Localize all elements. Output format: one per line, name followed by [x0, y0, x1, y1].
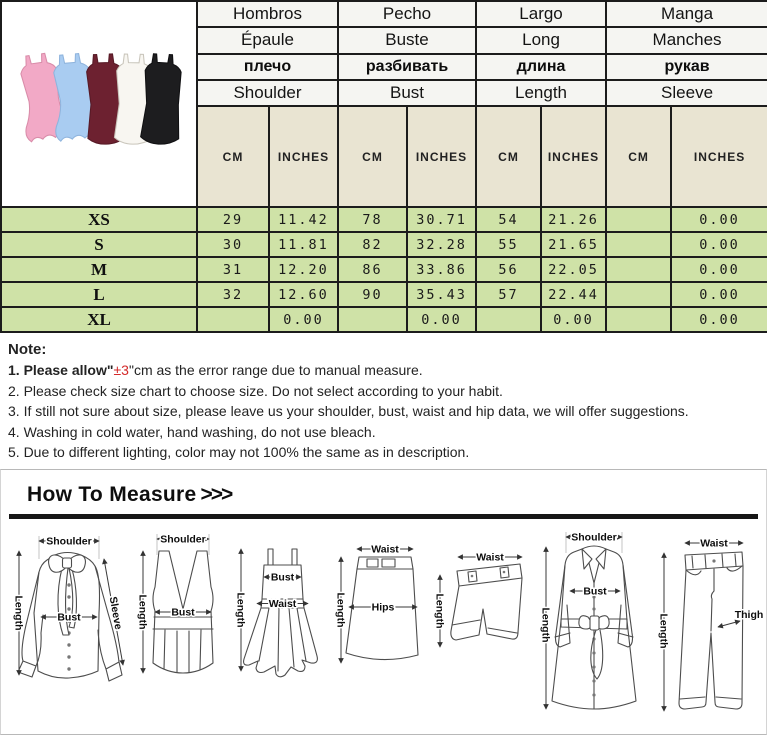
note-item-3: 3. If still not sure about size, please leave us your shoulder, bust, waist and hip data, we will offer suggestions.: [8, 403, 689, 419]
note-item-1: [8, 360, 759, 381]
note-item-2: 2. Please check size chart to choose size. Do not select according to your habit.: [8, 382, 503, 399]
value-cell: [606, 307, 671, 332]
tank-shoulder-label: Shoulder: [160, 533, 206, 545]
value-cell: 12.60: [269, 282, 338, 307]
unit-cell: INCHES: [671, 106, 767, 207]
note-1-highlight: ±3: [113, 362, 129, 378]
value-cell: 11.81: [269, 232, 338, 257]
value-cell: 0.00: [671, 282, 767, 307]
unit-cell: INCHES: [541, 106, 606, 207]
value-cell: 32: [197, 282, 269, 307]
value-cell: 78: [338, 207, 407, 232]
header-cell: Épaule: [197, 27, 338, 53]
tank-length-label: Length: [136, 594, 149, 629]
header-cell: Largo: [476, 1, 606, 27]
size-row-m: [1, 257, 767, 282]
garment-blouse-diagram: [3, 525, 131, 720]
value-cell: [338, 307, 407, 332]
value-cell: 0.00: [269, 307, 338, 332]
coat-bust-label: Bust: [583, 585, 607, 597]
size-row-l: [1, 282, 767, 307]
value-cell: 21.26: [541, 207, 606, 232]
value-cell: 56: [476, 257, 541, 282]
dress-bust-label: Bust: [270, 571, 295, 583]
skirt-hips-label: Hips: [371, 601, 395, 613]
coat-length-label: Length: [539, 607, 552, 642]
header-cell: Hombros: [197, 1, 338, 27]
header-cell: Shoulder: [197, 80, 338, 106]
tank-bust-label: Bust: [171, 606, 195, 618]
value-cell: 30: [197, 232, 269, 257]
how-to-measure-text: How To Measure: [27, 482, 197, 506]
unit-cell: INCHES: [407, 106, 476, 207]
note-1-bold: 1. Please allow": [8, 362, 114, 378]
notes-title: Note:: [8, 341, 47, 358]
garment-jeans-diagram: [652, 525, 766, 720]
jeans-length-label: Length: [657, 613, 670, 648]
header-cell: рукав: [606, 54, 767, 80]
garment-tank-top-diagram: [131, 525, 231, 720]
value-cell: 30.71: [407, 207, 476, 232]
header-cell: Manga: [606, 1, 767, 27]
unit-cell: INCHES: [269, 106, 338, 207]
blouse-length-label: Length: [12, 595, 25, 630]
table-row: [1, 1, 767, 27]
how-to-measure-title: [1, 483, 766, 507]
unit-cell: CM: [197, 106, 269, 207]
skirt-length-label: Length: [334, 592, 347, 627]
size-label: S: [1, 232, 197, 257]
value-cell: [606, 232, 671, 257]
chevrons-icon: >>>: [200, 482, 232, 506]
value-cell: [606, 282, 671, 307]
size-row-xs: [1, 207, 767, 232]
header-cell: Buste: [338, 27, 476, 53]
size-row-s: [1, 232, 767, 257]
value-cell: [606, 207, 671, 232]
value-cell: 82: [338, 232, 407, 257]
size-row-xl: [1, 307, 767, 332]
note-item-4: 4. Washing in cold water, hand washing, do not use bleach.: [8, 423, 376, 440]
value-cell: 0.00: [671, 207, 767, 232]
cami-top-black: [140, 53, 183, 145]
size-label: M: [1, 257, 197, 282]
value-cell: 31: [197, 257, 269, 282]
jeans-waist-label: Waist: [700, 537, 728, 549]
value-cell: 0.00: [671, 232, 767, 257]
garment-coat-diagram: [534, 525, 652, 720]
value-cell: 0.00: [541, 307, 606, 332]
unit-cell: CM: [476, 106, 541, 207]
notes-section: [0, 333, 767, 463]
blouse-sleeve-label: Sleeve: [106, 595, 125, 631]
how-to-measure-section: [0, 469, 767, 735]
value-cell: 55: [476, 232, 541, 257]
blouse-bust-label: Bust: [57, 611, 81, 623]
value-cell: 29: [197, 207, 269, 232]
unit-cell: CM: [606, 106, 671, 207]
jeans-thigh-label: Thigh: [734, 608, 764, 621]
garment-cami-dress-diagram: [231, 525, 331, 720]
value-cell: 0.00: [407, 307, 476, 332]
header-cell: Pecho: [338, 1, 476, 27]
shorts-length-label: Length: [433, 593, 446, 628]
size-label: XS: [1, 207, 197, 232]
value-cell: 35.43: [407, 282, 476, 307]
header-cell: Long: [476, 27, 606, 53]
value-cell: 22.44: [541, 282, 606, 307]
value-cell: [606, 257, 671, 282]
garment-shorts-diagram: [426, 525, 534, 720]
note-item-5: 5. Due to different lighting, color may not 100% the same as in description.: [8, 444, 470, 460]
value-cell: 57: [476, 282, 541, 307]
header-cell: длина: [476, 54, 606, 80]
skirt-waist-label: Waist: [371, 543, 399, 555]
size-table: [0, 0, 767, 333]
header-cell: разбивать: [338, 54, 476, 80]
value-cell: 54: [476, 207, 541, 232]
unit-cell: CM: [338, 106, 407, 207]
value-cell: 86: [338, 257, 407, 282]
product-image-cell: [1, 1, 197, 207]
size-label: XL: [1, 307, 197, 332]
header-cell: Length: [476, 80, 606, 106]
coat-shoulder-label: Shoulder: [571, 531, 617, 543]
value-cell: 11.42: [269, 207, 338, 232]
value-cell: [476, 307, 541, 332]
size-label: L: [1, 282, 197, 307]
shorts-waist-label: Waist: [476, 551, 504, 563]
garment-skirt-diagram: [331, 525, 426, 720]
header-cell: Bust: [338, 80, 476, 106]
product-image: [3, 2, 195, 201]
value-cell: 22.05: [541, 257, 606, 282]
header-cell: Manches: [606, 27, 767, 53]
value-cell: [197, 307, 269, 332]
blouse-shoulder-label: Shoulder: [46, 535, 92, 547]
value-cell: 12.20: [269, 257, 338, 282]
header-cell: Sleeve: [606, 80, 767, 106]
note-1-rest: "cm as the error range due to manual measure.: [128, 362, 423, 378]
header-cell: плечо: [197, 54, 338, 80]
measure-diagrams: [1, 519, 766, 720]
value-cell: 21.65: [541, 232, 606, 257]
value-cell: 0.00: [671, 307, 767, 332]
dress-length-label: Length: [234, 592, 247, 627]
value-cell: 32.28: [407, 232, 476, 257]
value-cell: 0.00: [671, 257, 767, 282]
value-cell: 90: [338, 282, 407, 307]
value-cell: 33.86: [407, 257, 476, 282]
dress-waist-label: Waist: [268, 597, 297, 610]
